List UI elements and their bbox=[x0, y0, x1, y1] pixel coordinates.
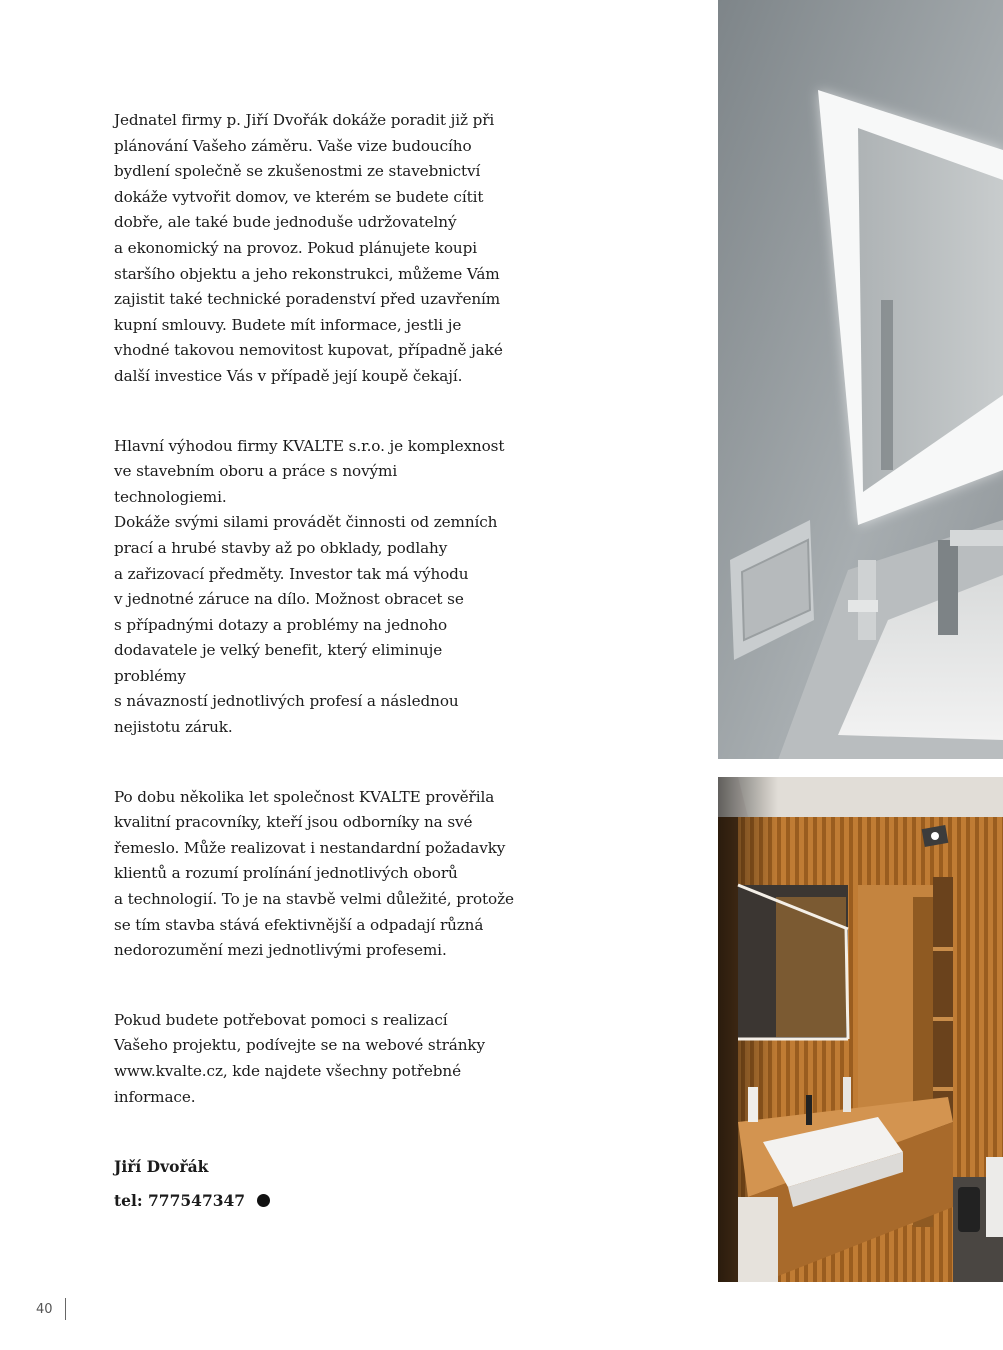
wood-paneled-bathroom-photo bbox=[718, 777, 1003, 1282]
article-paragraph-4: Pokud budete potřebovat pomoci s realizací Vašeho projektu, podívejte se na webové stránky www.kvalte.cz, kde najdete všechny potřebné informace. bbox=[114, 1010, 485, 1106]
bathroom-mirror-backlit-photo bbox=[718, 0, 1003, 759]
phone-number: tel: 777547347 bbox=[114, 1191, 246, 1211]
article-body bbox=[114, 108, 514, 1213]
phone-row bbox=[114, 1188, 514, 1213]
wood-bathroom-image bbox=[718, 777, 1003, 1282]
author-name: Jiří Dvořák bbox=[114, 1157, 209, 1177]
end-mark-dot-icon bbox=[257, 1194, 270, 1207]
bathroom-mirror-image bbox=[718, 0, 1003, 759]
article-paragraph-1: Jednatel firmy p. Jiří Dvořák dokáže poradit již při plánování Vašeho záměru. Vaše vize budoucího bydlení společně se zkušenostmi ze stavebnictví dokáže vytvořit domov, ve kterém se budete cítit dobře, ale také bude jednoduše udržovatelný a ekonomický na provoz. Pokud plánujete koupi staršího objektu a jeho rekonstrukci, můžeme Vám zajistit také technické poradenství před uzavřením kupní smlouvy. Budete mít informace, jestli je vhodné takovou nemovitost kupovat, případně jaké další investice Vás v případě její koupě čekají. bbox=[114, 111, 503, 385]
article-paragraph-3: Po dobu několika let společnost KVALTE prověřila kvalitní pracovníky, kteří jsou odborníky na své řemeslo. Může realizovat i nestandardní požadavky klientů a rozumí prolínání jednotlivých oborů a technologií. To je na stavbě velmi důležité, protože se tím stavba stává efektivnější a odpadají různá nedorozumění mezi jednotlivými profesemi. bbox=[114, 787, 514, 960]
page-number: 40 bbox=[36, 1301, 53, 1317]
footer-divider bbox=[65, 1298, 66, 1320]
article-paragraph-2: Hlavní výhodou firmy KVALTE s.r.o. je komplexnost ve stavebním oboru a práce s novými technologiemi. Dokáže svými silami provádět činnosti od zemních prací a hrubé stavby až po obklady, podlahy a zařizovací předměty. Investor tak má výhodu v jednotné záruce na dílo. Možnost obracet se s případnými dotazy a problémy na jednoho dodavatele je velký benefit, který eliminuje problémy s návazností jednotlivých profesí a následnou nejistotu záruk. bbox=[114, 436, 505, 737]
page-footer bbox=[36, 1298, 66, 1320]
